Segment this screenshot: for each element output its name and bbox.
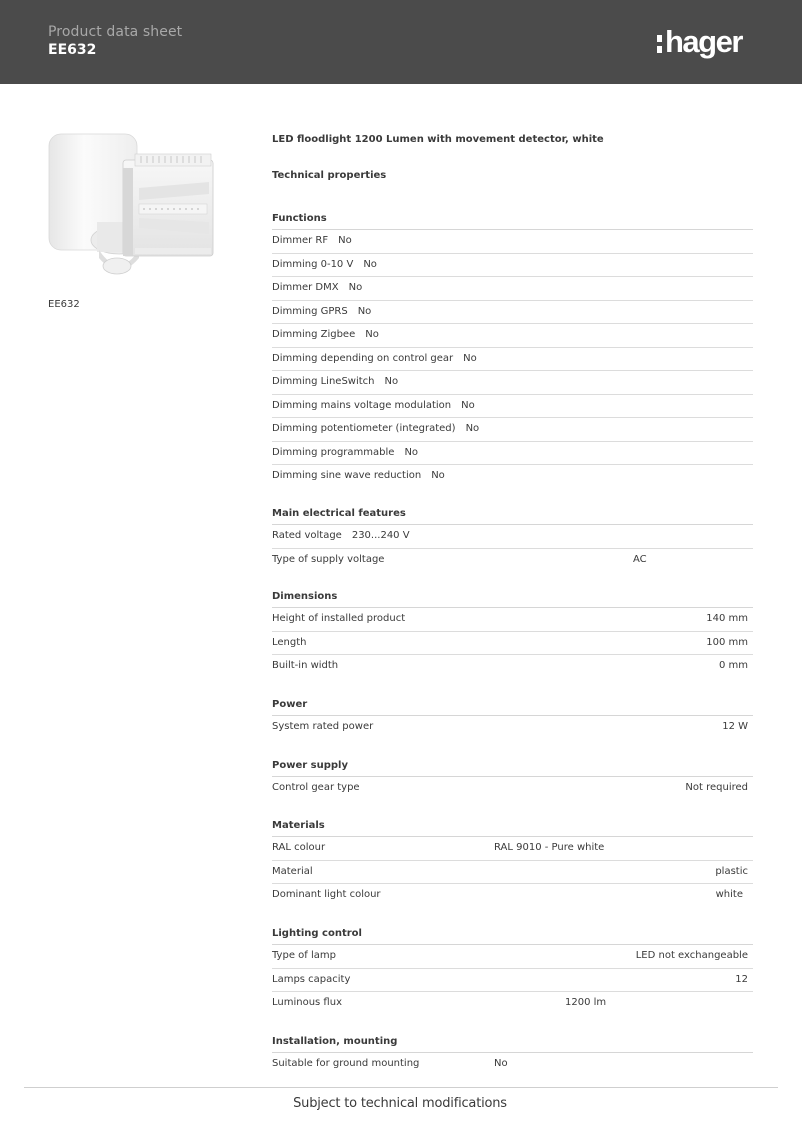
property-value: No (465, 423, 480, 434)
property-label: RAL colour (272, 842, 326, 853)
property-value: RAL 9010 - Pure white (494, 842, 605, 853)
product-title: LED floodlight 1200 Lumen with movement detector, white (272, 134, 604, 145)
section-dimensions (272, 590, 753, 679)
property-row (272, 969, 753, 993)
property-value: No (338, 235, 352, 246)
section-lighting-control (272, 927, 753, 1016)
property-value: No (365, 329, 379, 340)
property-value: No (431, 470, 445, 481)
property-value: AC (633, 553, 647, 565)
section-title: Main electrical features (272, 507, 753, 525)
property-label: Dimming 0-10 V (272, 258, 354, 270)
property-label: Height of installed product (272, 613, 406, 624)
logo-text: hager (665, 24, 742, 59)
property-value: No (494, 1058, 508, 1069)
property-label: Rated voltage (272, 530, 342, 541)
property-value: 0 mm (718, 660, 748, 671)
footer-divider (24, 1087, 778, 1088)
property-label: Dimming programmable (272, 446, 395, 458)
property-row (272, 442, 753, 466)
property-value: No (348, 282, 363, 293)
property-value: 1200 lm (565, 997, 607, 1008)
section-materials (272, 819, 753, 908)
property-label: Length (272, 636, 307, 648)
property-row (272, 777, 753, 801)
property-row (272, 230, 753, 254)
property-label: Suitable for ground mounting (272, 1058, 420, 1069)
property-label: Type of lamp (272, 950, 336, 961)
property-value: white (715, 889, 743, 900)
property-value: 12 W (722, 721, 748, 732)
property-row (272, 395, 753, 419)
property-value: 100 mm (706, 636, 748, 648)
property-value: LED not exchangeable (635, 950, 748, 961)
property-row (272, 525, 753, 549)
property-row (272, 945, 753, 969)
section-title: Materials (272, 819, 753, 837)
property-label: Lamps capacity (272, 973, 351, 985)
property-label: Dimming GPRS (272, 305, 348, 317)
document-type: Product data sheet (48, 24, 183, 40)
property-row (272, 324, 753, 348)
property-row (272, 884, 753, 908)
section-title: Dimensions (272, 590, 753, 608)
property-value: 140 mm (706, 613, 748, 624)
section-power (272, 698, 753, 740)
property-label: Control gear type (272, 782, 360, 793)
property-label: Dominant light colour (272, 889, 381, 900)
section-title: Installation, mounting (272, 1035, 753, 1053)
property-value: No (357, 305, 372, 317)
property-label: Dimming depending on control gear (272, 352, 454, 364)
logo-colon-icon (657, 35, 662, 53)
section-power-supply (272, 759, 753, 801)
property-row (272, 418, 753, 442)
property-value: No (363, 258, 377, 270)
property-label: Material (272, 865, 313, 877)
property-label: Dimming LineSwitch (272, 376, 375, 387)
property-row (272, 465, 753, 489)
property-label: Type of supply voltage (272, 553, 385, 565)
section-title: Functions (272, 212, 753, 230)
section-title: Power (272, 698, 753, 716)
property-value: 230...240 V (351, 530, 410, 541)
product-image (47, 130, 215, 280)
property-value: 12 (735, 973, 748, 985)
product-image-caption: EE632 (48, 299, 80, 310)
property-value: No (384, 376, 399, 387)
property-row (272, 371, 753, 395)
section-functions (272, 212, 753, 489)
property-label: Dimmer DMX (272, 282, 339, 293)
property-value: No (404, 446, 419, 458)
property-label: Dimming potentiometer (integrated) (272, 423, 456, 434)
property-row (272, 348, 753, 372)
property-row (272, 992, 753, 1016)
property-row (272, 608, 753, 632)
property-value: plastic (715, 865, 748, 877)
property-row (272, 277, 753, 301)
section-title: Power supply (272, 759, 753, 777)
section-title: Lighting control (272, 927, 753, 945)
property-row (272, 632, 753, 656)
property-label: Dimming mains voltage modulation (272, 399, 452, 411)
property-row (272, 549, 753, 573)
property-value: Not required (685, 782, 748, 793)
product-reference: EE632 (48, 42, 97, 58)
section-electrical (272, 507, 753, 572)
property-row (272, 837, 753, 861)
section-installation (272, 1035, 753, 1077)
property-row (272, 655, 753, 679)
property-row (272, 301, 753, 325)
property-value: No (463, 352, 477, 364)
property-label: Luminous flux (272, 997, 342, 1008)
property-row (272, 1053, 753, 1077)
property-label: Built-in width (272, 660, 339, 671)
property-label: Dimming sine wave reduction (272, 470, 422, 481)
property-label: Dimmer RF (272, 235, 329, 246)
property-label: Dimming Zigbee (272, 329, 356, 340)
property-row (272, 716, 753, 740)
footer-disclaimer: Subject to technical modifications (293, 1096, 507, 1111)
technical-properties-heading: Technical properties (272, 170, 387, 181)
hager-logo (657, 22, 742, 62)
property-value: No (461, 399, 475, 411)
property-row (272, 254, 753, 278)
property-label: System rated power (272, 721, 374, 732)
header-bar (0, 0, 802, 84)
property-row (272, 861, 753, 885)
